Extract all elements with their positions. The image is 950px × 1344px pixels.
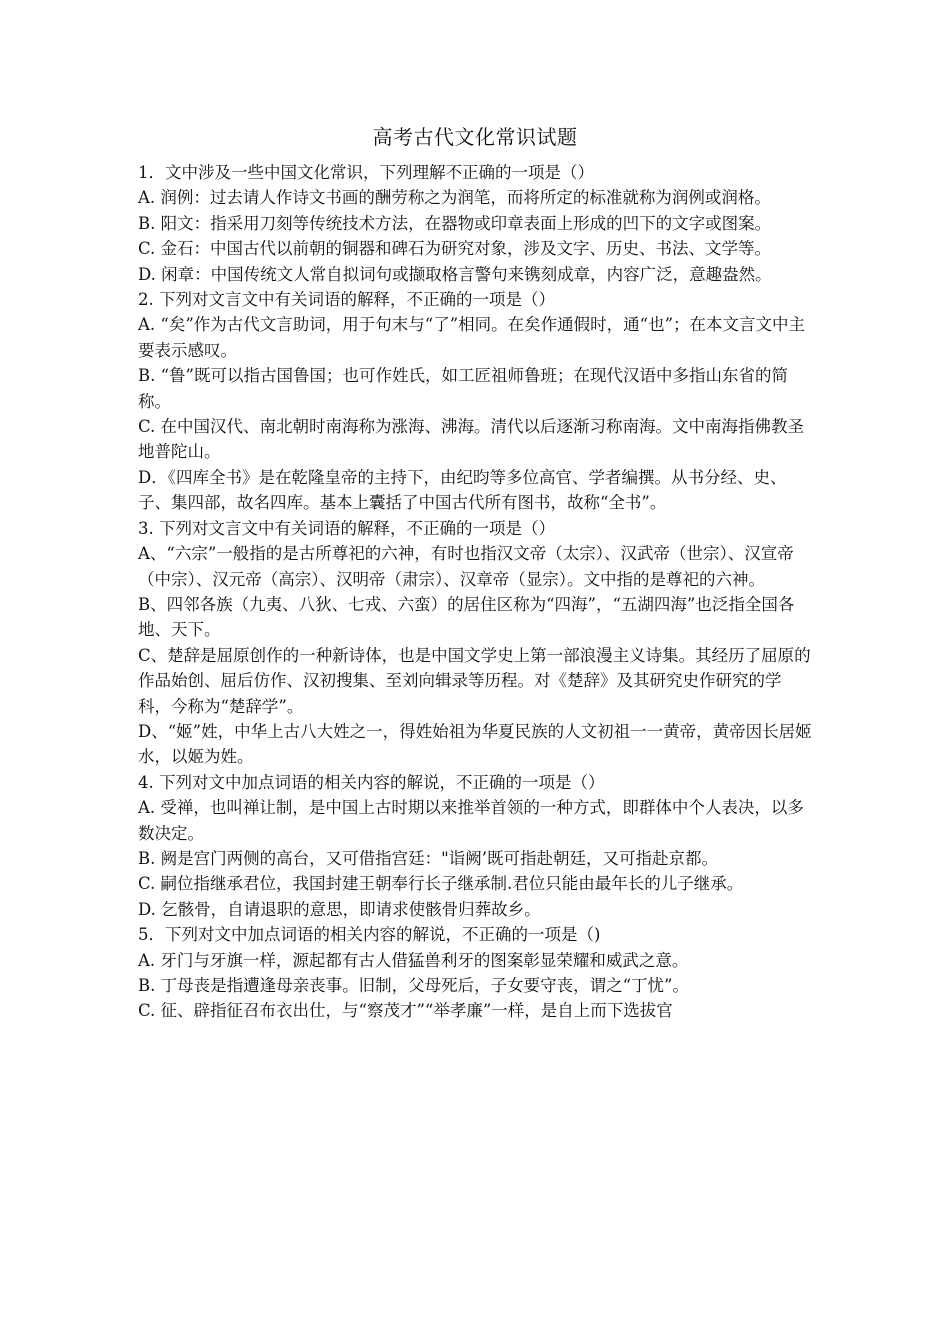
paragraph: B. 阳文：指采用刀刻等传统技术方法，在器物或印章表面上形成的凹下的文字或图案。 bbox=[138, 213, 772, 233]
document-title: 高考古代文化常识试题 bbox=[372, 125, 578, 149]
paragraph: B. 阙是宫门两侧的高台，又可借指宫廷："诣阙’既可指赴朝廷，又可指赴京都。 bbox=[138, 848, 718, 868]
paragraph: D. 闲章：中国传统文人常自拟词句或撷取格言警句来镌刻成章，内容广泛，意趣盎然。 bbox=[138, 264, 772, 284]
paragraph: 5．下列对文中加点词语的相关内容的解说，不正确的一项是（) bbox=[138, 925, 601, 945]
paragraph: B. 丁母丧是指遭逢母亲丧事。旧制，父母死后，子女要守丧，谓之“丁忧”。 bbox=[138, 976, 689, 995]
paragraph: A、“六宗”一般指的是古所尊祀的六神，有时也指汉文帝（太宗）、汉武帝（世宗）、汉宣帝（中宗）、汉元帝（高宗）、汉明帝（肃宗）、汉章帝（显宗）。文中指的是尊祀的六神。 bbox=[138, 544, 794, 589]
paragraph: A. “矣”作为古代文言助词，用于句末与“了”相同。在矣作通假时，通“也”；在本文言文中主要表示感叹。 bbox=[138, 315, 806, 360]
paragraph: B、四邻各族（九夷、八狄、七戎、六蛮）的居住区称为“四海”，“五湖四海”也泛指全国各地、天下。 bbox=[138, 594, 795, 640]
paragraph: A. 牙门与牙旗一样，源起都有古人借猛兽利牙的图案彰显荣耀和威武之意。 bbox=[138, 950, 689, 970]
paragraph: C. 在中国汉代、南北朝时南海称为涨海、沸海。清代以后逐渐习称南海。文中南海指佛教圣地普陀山。 bbox=[138, 417, 805, 462]
document-body bbox=[138, 160, 813, 1024]
paragraph: 2. 下列对文言文中有关词语的解释，不正确的一项是（） bbox=[138, 290, 555, 310]
paragraph: D、“姬”姓，中华上古八大姓之一，得姓始祖为华夏民族的人文初祖一一黄帝，黄帝因长居姬水，以姬为姓。 bbox=[138, 721, 812, 767]
paragraph: A. 润例：过去请人作诗文书画的酬劳称之为润笔，而将所定的标准就称为润例或润格。 bbox=[138, 188, 771, 208]
paragraph: B. “鲁”既可以指古国鲁国；也可作姓氏，如工匠祖师鲁班；在现代汉语中多指山东省的简称。 bbox=[138, 366, 788, 411]
paragraph: A. 受禅，也叫禅让制，是中国上古时期以来推举首领的一种方式，即群体中个人表决，以多数决定。 bbox=[138, 798, 804, 843]
paragraph: 1．文中涉及一些中国文化常识，下列理解不正确的一项是（） bbox=[138, 163, 594, 182]
paragraph: D．《四库全书》是在乾隆皇帝的主持下，由纪昀等多位高官、学者编撰。从书分经、史、子、集四部，故名四库。基本上囊括了中国古代所有图书，故称“全书”。 bbox=[138, 467, 787, 513]
paragraph: C、楚辞是屈原创作的一种新诗体，也是中国文学史上第一部浪漫主义诗集。其经历了屈原的作品始创、屈后仿作、汉初搜集、至刘向辑录等历程。对《楚辞》及其研究史作研究的学科，今称为“楚辞学”。 bbox=[138, 645, 811, 716]
paragraph: 4. 下列对文中加点词语的相关内容的解说，不正确的一项是（） bbox=[138, 772, 605, 792]
paragraph: 3. 下列对文言文中有关词语的解释，不正确的一项是（） bbox=[138, 518, 555, 538]
paragraph: D. 乞骸骨，自请退职的意思，即请求使骸骨归葬故乡。 bbox=[138, 899, 541, 919]
paragraph: C. 嗣位指继承君位，我国封建王朝奉行长子继承制.君位只能由最年长的儿子继承。 bbox=[138, 874, 744, 894]
paragraph: C. 征、辟指征召布衣出仕，与“察茂才”“举孝廉”一样，是自上而下选拔官 bbox=[138, 1001, 673, 1021]
paragraph: C. 金石：中国古代以前朝的铜器和碑石为研究对象，涉及文字、历史、书法、文学等。 bbox=[138, 239, 772, 259]
